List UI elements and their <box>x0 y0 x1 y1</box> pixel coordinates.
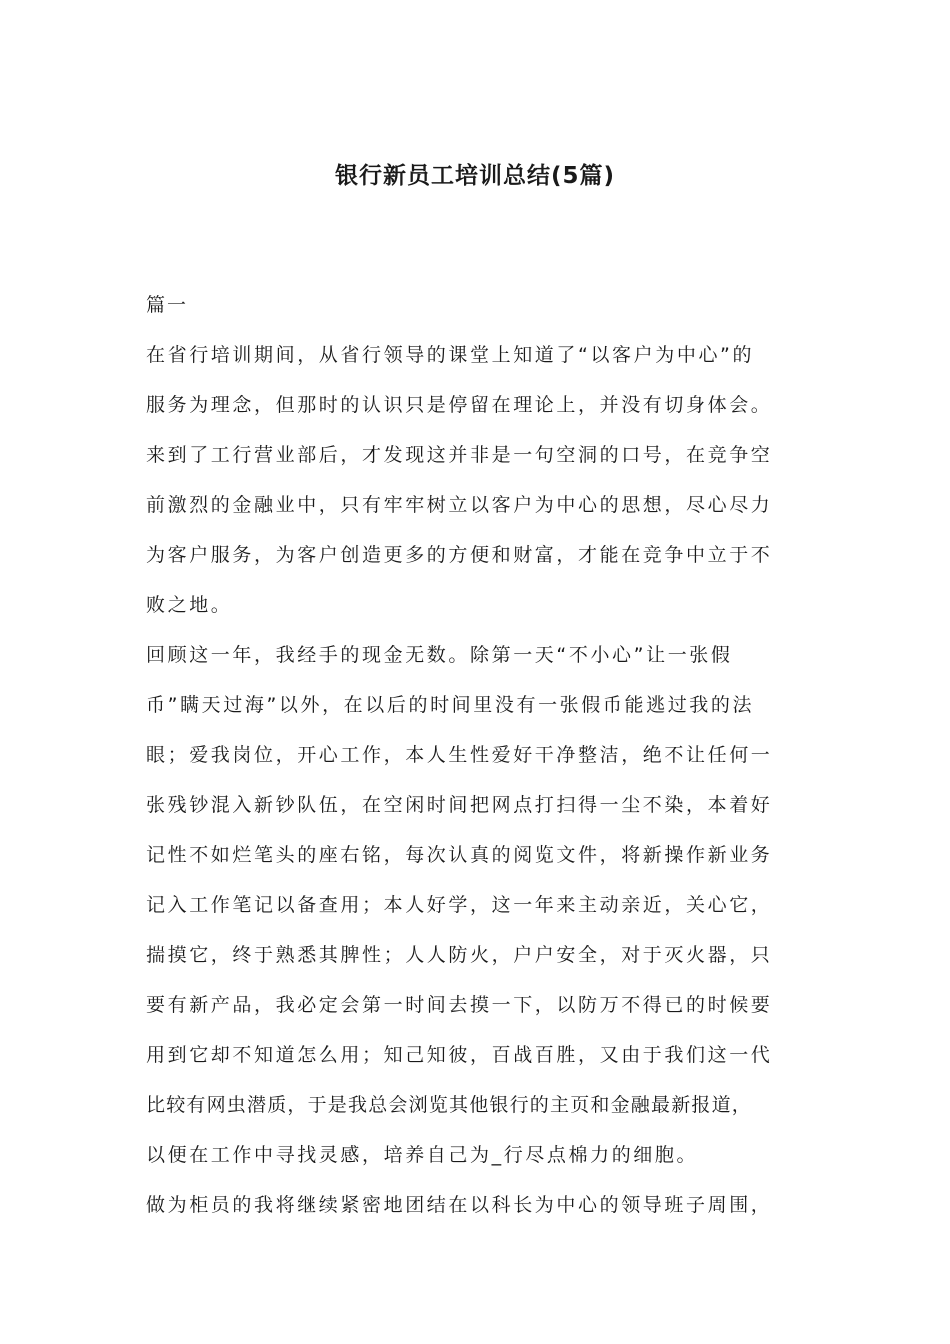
text-line: 前激烈的金融业中，只有牢牢树立以客户为中心的思想，尽心尽力 <box>146 494 773 516</box>
document-title: 银行新员工培训总结(5篇) <box>334 163 616 189</box>
text-line: 记入工作笔记以备查用；本人好学，这一年来主动亲近，关心它， <box>146 894 773 916</box>
document-body <box>146 280 826 1230</box>
text-line: 要有新产品，我必定会第一时间去摸一下，以防万不得已的时候要 <box>146 994 773 1016</box>
text-line: 来到了工行营业部后，才发现这并非是一句空洞的口号，在竞争空 <box>146 444 773 466</box>
text-line: 币”瞒天过海”以外，在以后的时间里没有一张假币能逃过我的法 <box>146 694 755 716</box>
text-line: 张残钞混入新钞队伍，在空闲时间把网点打扫得一尘不染，本着好 <box>146 794 773 816</box>
text-line: 在省行培训期间，从省行领导的课堂上知道了“以客户为中心”的 <box>146 344 755 366</box>
text-line: 用到它却不知道怎么用；知己知彼，百战百胜，又由于我们这一代 <box>146 1044 773 1066</box>
text-line: 为客户服务，为客户创造更多的方便和财富，才能在竞争中立于不 <box>146 544 773 566</box>
paragraph-1 <box>146 330 826 630</box>
text-line: 做为柜员的我将继续紧密地团结在以科长为中心的领导班子周围， <box>146 1194 773 1216</box>
section-heading: 篇一 <box>146 294 189 316</box>
text-line: 揣摸它，终于熟悉其脾性；人人防火，户户安全，对于灭火器，只 <box>146 944 773 966</box>
paragraph-3 <box>146 1180 826 1230</box>
text-line: 记性不如烂笔头的座右铭，每次认真的阅览文件，将新操作新业务 <box>146 844 773 866</box>
text-line: 败之地。 <box>146 594 233 616</box>
text-line: 比较有网虫潜质，于是我总会浏览其他银行的主页和金融最新报道， <box>146 1094 753 1116</box>
paragraph-2 <box>146 630 826 1180</box>
text-line: 以便在工作中寻找灵感，培养自己为_行尽点棉力的细胞。 <box>146 1144 699 1166</box>
text-line: 回顾这一年，我经手的现金无数。除第一天“不小心”让一张假 <box>146 644 733 666</box>
text-line: 眼；爱我岗位，开心工作，本人生性爱好干净整洁，绝不让任何一 <box>146 744 773 766</box>
text-line: 服务为理念，但那时的认识只是停留在理论上，并没有切身体会。 <box>146 394 773 416</box>
